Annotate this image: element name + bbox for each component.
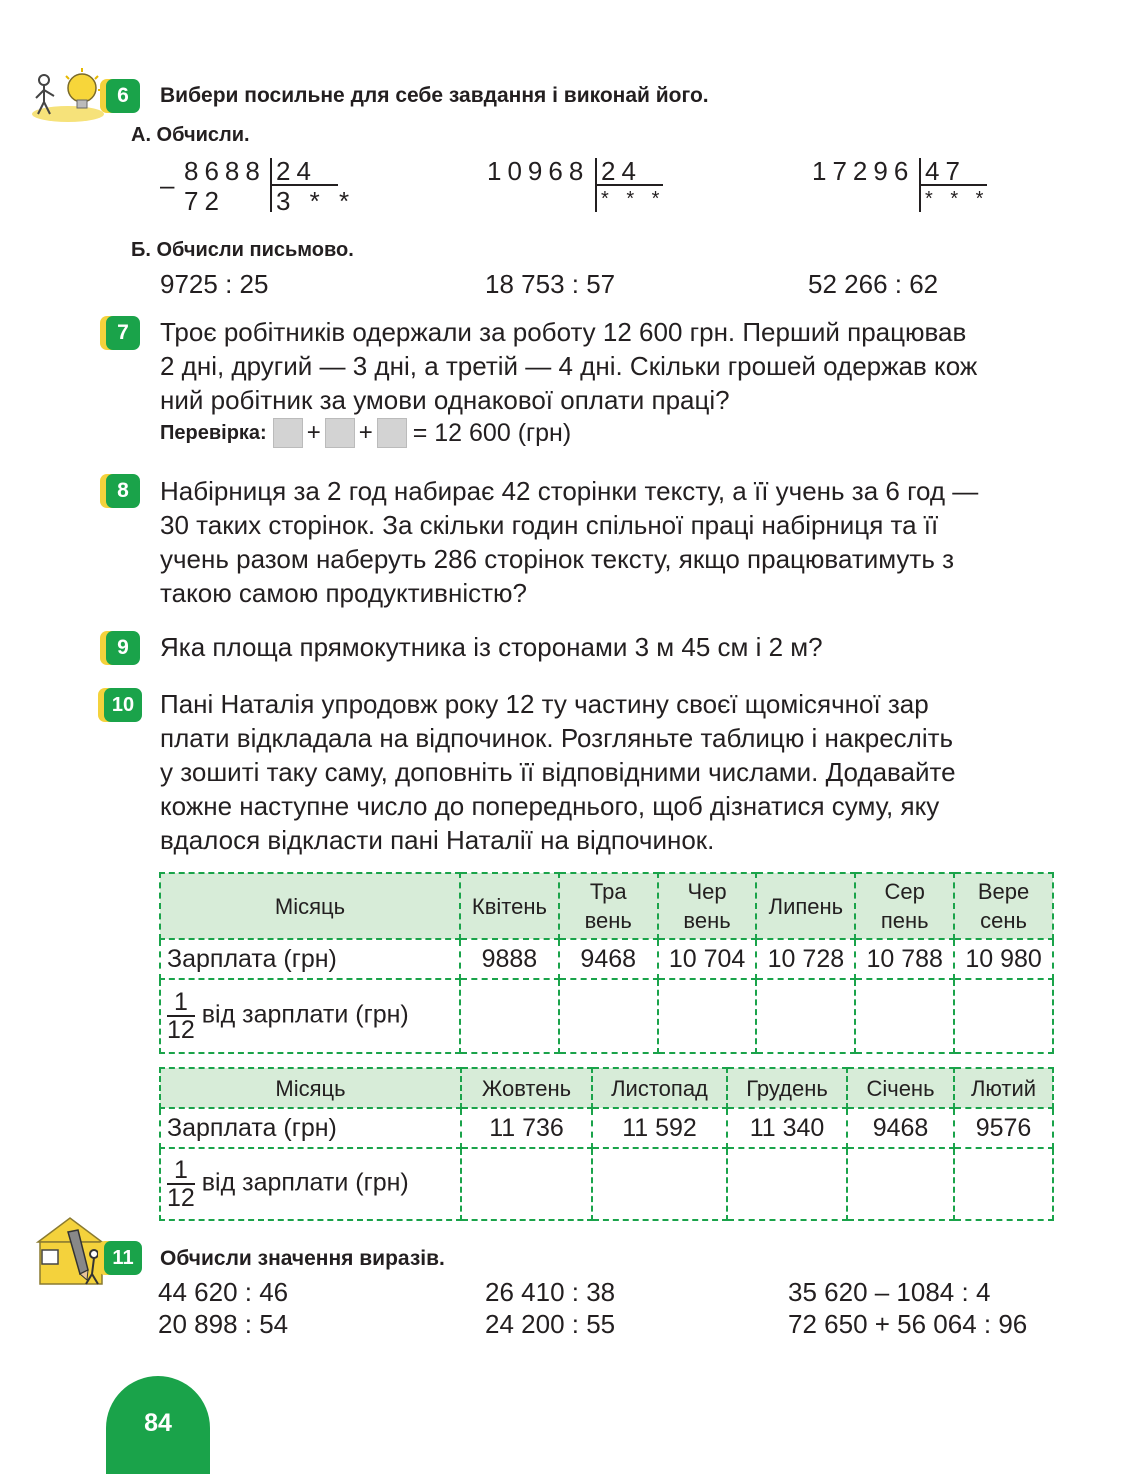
check-label: Перевірка: [160,421,267,444]
task-10-line: вдалося відкласти пані Наталії на відпочинок. [160,825,715,855]
month-cell: Листопад [592,1068,727,1108]
salary-table-2 [159,1067,1054,1221]
division-a1-divisor: 24 [276,156,317,186]
salary-cell: 10 704 [658,939,757,979]
salary-cell: 10 728 [756,939,855,979]
task-8-badge: 8 [106,474,140,508]
empty-answer-cell[interactable] [559,979,658,1053]
expression: 24 200 : 55 [485,1309,616,1339]
task-10-text [160,687,1055,857]
month-cell: Чер вень [658,873,757,939]
division-a2-divisor: 24 [601,156,642,186]
salary-cell: 9468 [559,939,658,979]
page-number: 84 [106,1376,210,1474]
division-a3-quotient: * * * [925,188,990,210]
task-7-line: Троє робітників одержали за роботу 12 600 грн. Перший працював [160,317,967,347]
salary-cell: 10 788 [855,939,954,979]
expression-b1: 9725 : 25 [160,269,269,299]
task-6-part-a-label: А. Обчисли. [131,124,250,146]
division-a2-quotient: * * * [601,188,666,210]
fraction-one-twelfth: $\frac{1}{12}$ [167,988,195,1044]
fraction-label: $\frac{1}{12}$ від зарплати (грн) [160,1148,461,1220]
header-month: Місяць [160,873,460,939]
division-a1-subtrahend: 72 [184,186,225,216]
task-11-col-3 [788,1276,1027,1340]
fraction-label: $\frac{1}{12}$ від зарплати (грн) [160,979,460,1053]
task-11-col-2 [485,1276,615,1340]
salary-label: Зарплата (грн) [160,939,460,979]
task-6-badge: 6 [106,79,140,113]
division-a1-quotient: 3 * * [276,186,356,216]
task-8-line: такою самою продуктивністю? [160,578,527,608]
task-9-text: Яка площа прямокутника із сторонами 3 м 45 см і 2 м? [160,632,823,662]
salary-table-1 [159,872,1054,1054]
empty-answer-cell[interactable] [954,1148,1053,1220]
task-10-line: кожне наступне число до попереднього, щоб дізнатися суму, яку [160,791,940,821]
task-8-line: 30 таких сторінок. За скільки годин спільної праці набірниця та її [160,510,939,540]
answer-box[interactable] [377,418,407,448]
task-11-badge: 11 [104,1241,142,1275]
salary-cell: 10 980 [954,939,1053,979]
task-7-text [160,315,1055,417]
division-a3-dividend: 17296 [812,156,915,186]
empty-answer-cell[interactable] [460,979,559,1053]
division-a3-divisor: 47 [925,156,966,186]
salary-cell: 11 340 [727,1108,847,1148]
empty-answer-cell[interactable] [461,1148,592,1220]
task-6-part-b-label: Б. Обчисли письмово. [131,239,354,261]
empty-answer-cell[interactable] [855,979,954,1053]
month-cell: Квітень [460,873,559,939]
division-a3 [812,156,997,216]
month-cell: Вере сень [954,873,1053,939]
month-cell: Лютий [954,1068,1053,1108]
task-10-line: плати відкладала на відпочинок. Розгляньте таблицю і накресліть [160,723,954,753]
house-pencil-icon [34,1214,108,1286]
salary-cell: 11 736 [461,1108,592,1148]
lightbulb-icon [28,66,108,124]
task-11-title: Обчисли значення виразів. [160,1247,445,1270]
plus-sign: + [306,419,321,446]
plus-sign: + [358,419,373,446]
empty-answer-cell[interactable] [658,979,757,1053]
header-month: Місяць [160,1068,461,1108]
month-cell: Грудень [727,1068,847,1108]
empty-answer-cell[interactable] [592,1148,727,1220]
expression: 72 650 + 56 064 : 96 [788,1309,1028,1339]
salary-cell: 9468 [847,1108,954,1148]
task-7-check [160,416,571,450]
empty-answer-cell[interactable] [847,1148,954,1220]
month-cell: Сер пень [855,873,954,939]
task-8-line: Набірниця за 2 год набирає 42 сторінки тексту, а її учень за 6 год — [160,476,979,506]
salary-cell: 9888 [460,939,559,979]
expression-b2: 18 753 : 57 [485,269,616,299]
division-a1-minus: – [160,170,181,200]
task-11-col-1 [158,1276,288,1340]
expression: 20 898 : 54 [158,1309,289,1339]
empty-answer-cell[interactable] [756,979,855,1053]
task-9-badge: 9 [106,631,140,665]
salary-cell: 9576 [954,1108,1053,1148]
division-a2-dividend: 10968 [487,156,590,186]
month-cell: Жовтень [461,1068,592,1108]
task-7-line: 2 дні, другий — 3 дні, а третій — 4 дні. Скільки грошей одержав кож [160,351,978,381]
month-cell: Січень [847,1068,954,1108]
expression: 44 620 : 46 [158,1277,289,1307]
answer-box[interactable] [325,418,355,448]
task-6-title: Вибери посильне для себе завдання і виконай його. [160,84,709,107]
salary-label: Зарплата (грн) [160,1108,461,1148]
salary-cell: 11 592 [592,1108,727,1148]
task-7-badge: 7 [106,316,140,350]
task-7-line: ний робітник за умови однакової оплати праці? [160,385,730,415]
task-10-badge: 10 [104,688,142,722]
task-10-line: у зошиті таку саму, доповніть її відповідними числами. Додавайте [160,757,956,787]
check-result: = 12 600 (грн) [412,418,572,447]
task-8-text [160,474,1055,610]
fraction-one-twelfth: $\frac{1}{12}$ [167,1156,195,1212]
empty-answer-cell[interactable] [727,1148,847,1220]
division-a1 [160,156,356,216]
month-cell: Тра вень [559,873,658,939]
month-cell: Липень [756,873,855,939]
answer-box[interactable] [273,418,303,448]
expression-b3: 52 266 : 62 [808,269,939,299]
task-8-line: учень разом наберуть 286 сторінок тексту, якщо працюватимуть з [160,544,955,574]
empty-answer-cell[interactable] [954,979,1053,1053]
division-a2 [487,156,672,216]
expression: 35 620 – 1084 : 4 [788,1277,991,1307]
task-10-line: Пані Наталія упродовж року 12 ту частину своєї щомісячної зар [160,689,929,719]
division-a1-dividend: 8688 [184,156,266,186]
expression: 26 410 : 38 [485,1277,616,1307]
